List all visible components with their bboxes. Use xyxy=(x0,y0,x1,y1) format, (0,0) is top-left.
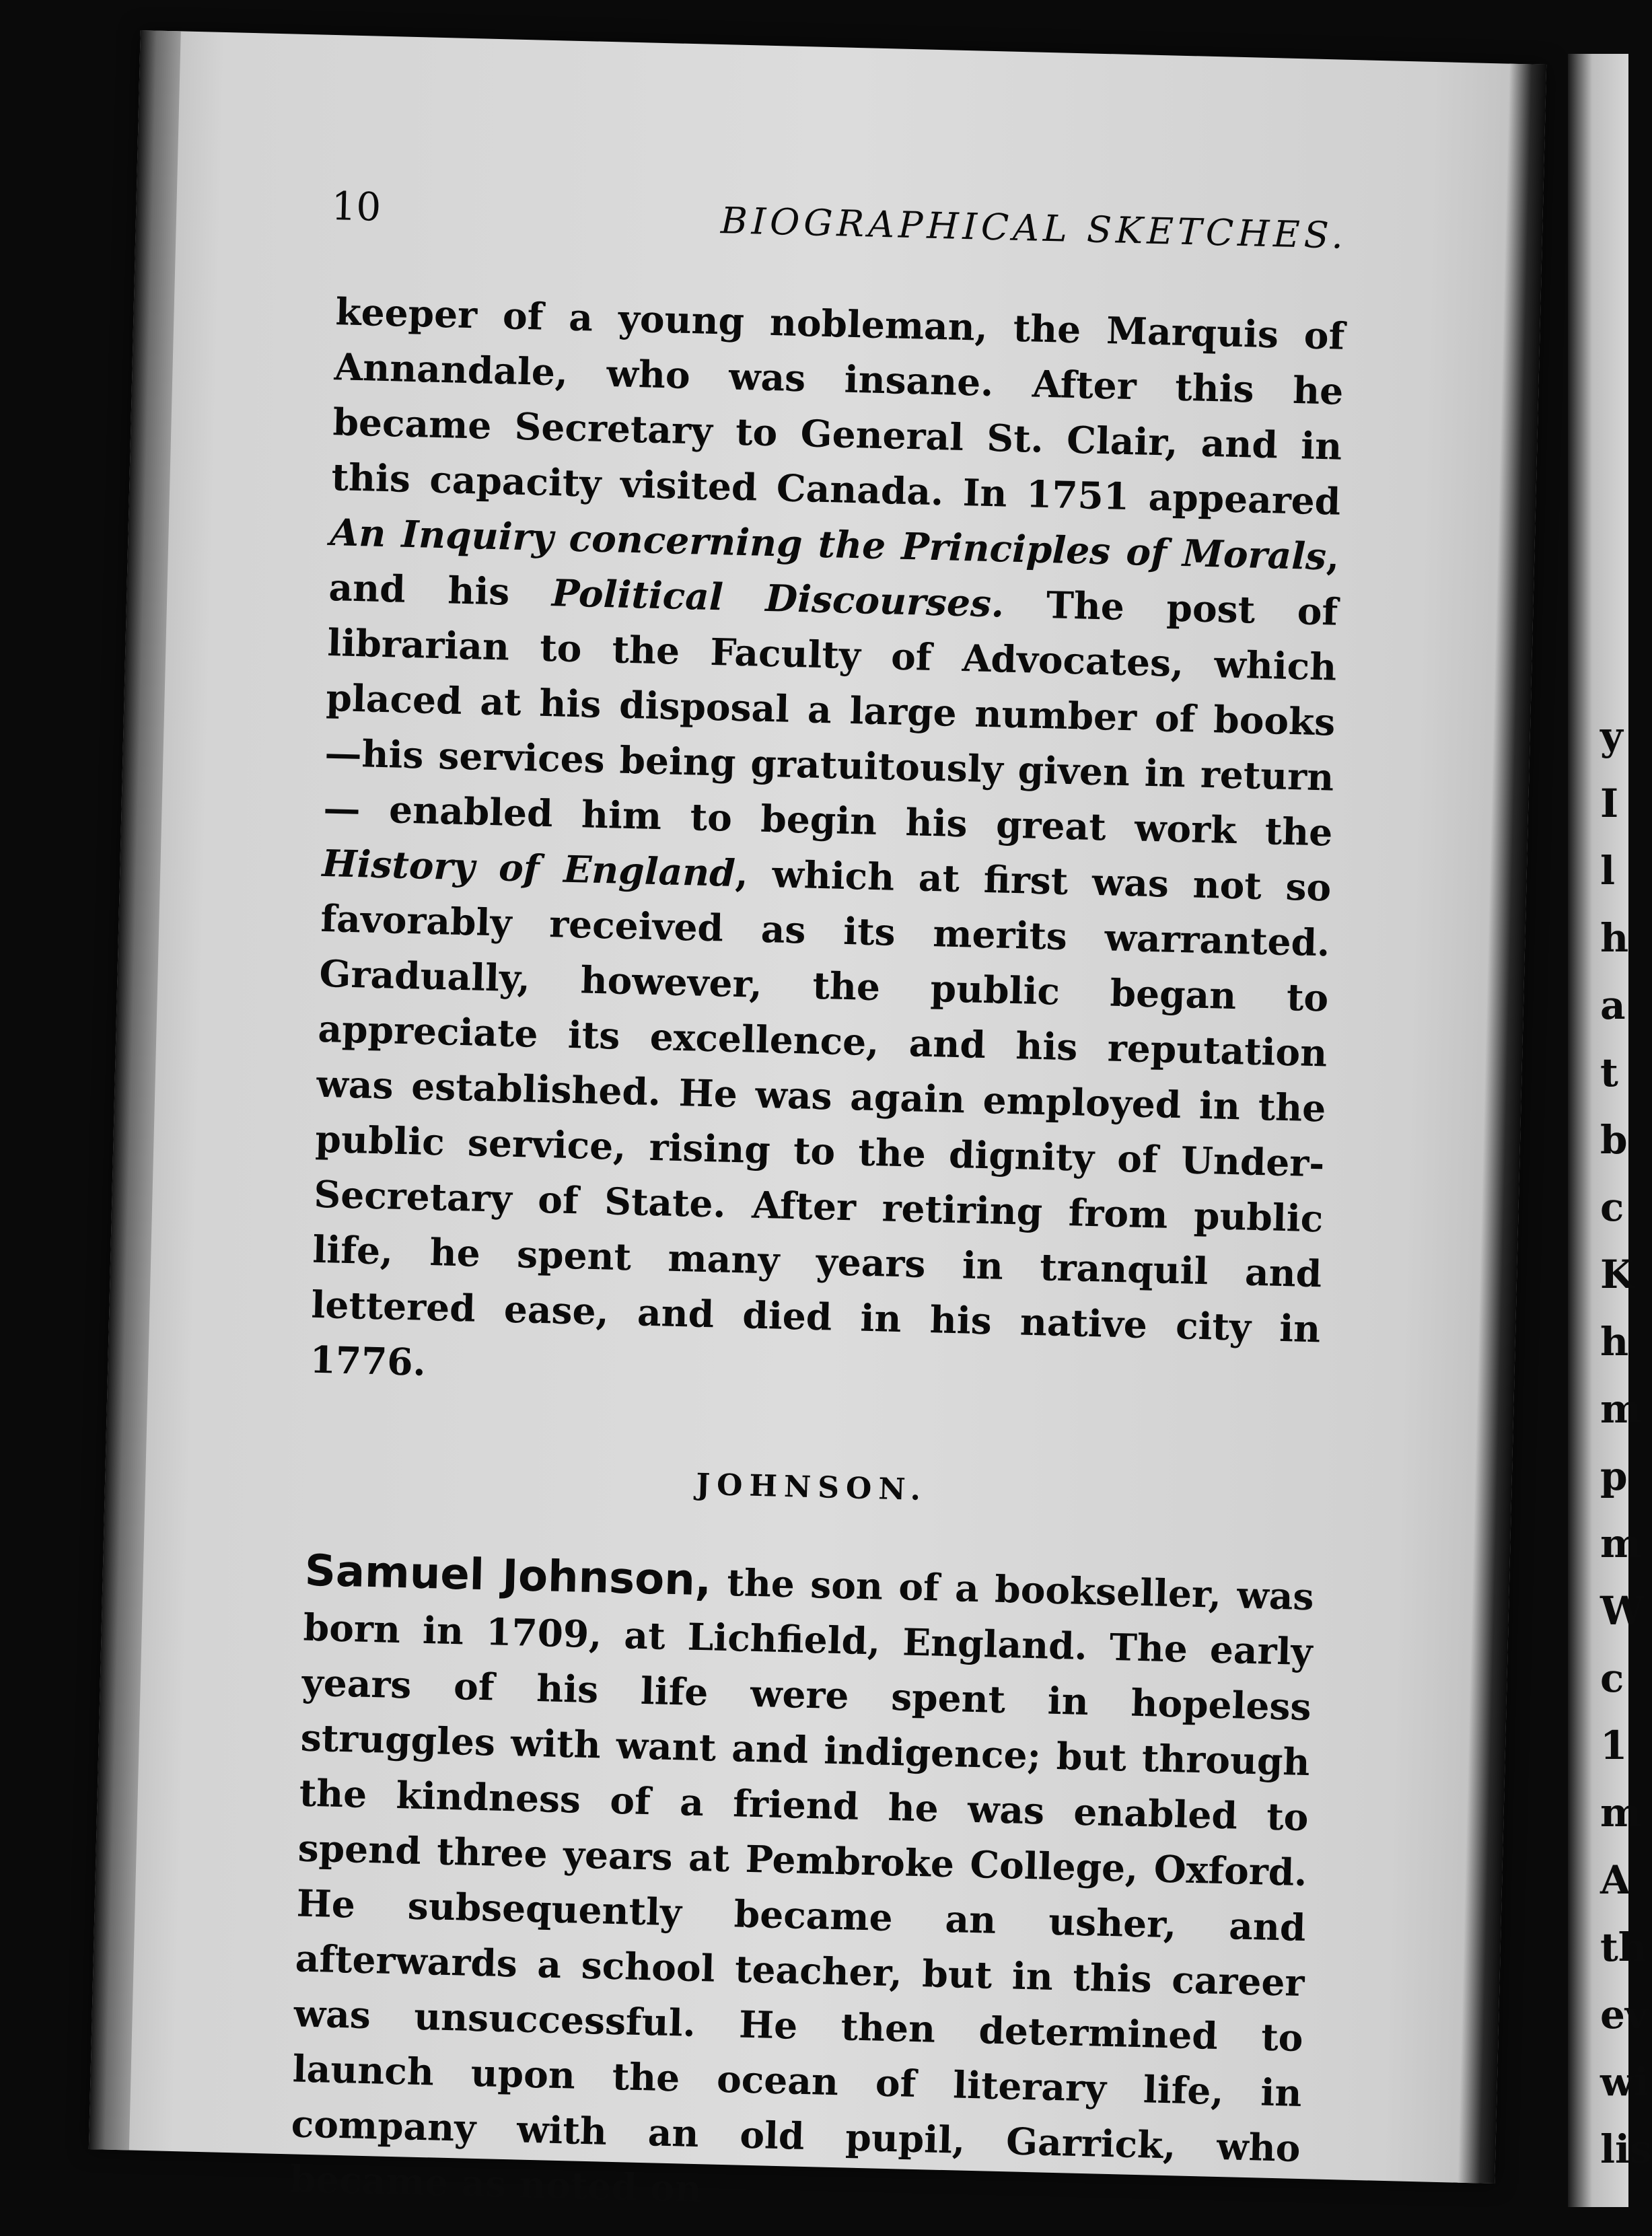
adjacent-page-fragment: h xyxy=(1600,915,1629,961)
adjacent-page-fragment: c xyxy=(1600,1655,1624,1701)
page-body xyxy=(289,284,1345,2231)
hume-text-4: , which at first was not so favorably received as its merits warranted. Gradually, however, the public began to appreciate its excellence, and his reputation was established. He was again employed in the public service, rising to the dignity of Under-Secretary of State. After retiring from public life, he spent many years in tranquil and lettered ease, and died in his native city in 1776. xyxy=(309,851,1332,1384)
johnson-paragraph xyxy=(289,1544,1315,2231)
adjacent-page-fragment: m xyxy=(1600,1521,1642,1566)
adjacent-page-fragment: I xyxy=(1600,781,1619,826)
adjacent-page-fragment: ev xyxy=(1600,1992,1648,2037)
book-title-political-discourses: Political Discourses. xyxy=(551,571,1005,626)
page-gutter xyxy=(1458,64,1546,2184)
section-title-johnson: JOHNSON. xyxy=(695,1467,928,1508)
running-head: BIOGRAPHICAL SKETCHES. xyxy=(720,199,1348,257)
hume-text-3: The post of librarian to the Faculty of Advocates, which placed at his disposal a large number of books —his services being gratuitously given in return— enabled him to begin his great work the xyxy=(322,581,1338,855)
adjacent-page-fragment: wi xyxy=(1600,2059,1649,2105)
johnson-text: the son of a bookseller, was born in 1709, at Lichfield, England. The early years of his life were spent in hopeless struggles with want and indigence; but through the kindness of a friend he was enabled to spend three years at Pembroke College, Oxford. He subsequently became an usher, and afterwards a school teacher, but in this career was unsuccessful. He then determined to launch upon the ocean of literary life, in company with an old pupil, Garrick, who became as noted on xyxy=(289,1560,1315,2211)
adjacent-page-fragment: th xyxy=(1600,1924,1647,1970)
hume-text-2: , and his xyxy=(328,534,1340,615)
adjacent-page-fragment: W xyxy=(1600,1588,1645,1634)
hume-text-1: keeper of a young nobleman, the Marquis of Annandale, who was insane. After this he became Secretary to General St. Clair, and in this capacity visited Canada. In 1751 appeared xyxy=(330,289,1346,524)
adjacent-page-fragment: m xyxy=(1600,1386,1642,1432)
adjacent-page-fragment: 1 xyxy=(1600,1723,1628,1768)
adjacent-page-fragment: l xyxy=(1600,848,1616,894)
book-page xyxy=(89,30,1546,2211)
adjacent-page-edge xyxy=(1568,54,1652,2207)
johnson-lead-name: Samuel Johnson, xyxy=(304,1546,712,1606)
adjacent-page-fragment: c xyxy=(1600,1184,1624,1230)
adjacent-page-fragment: p xyxy=(1600,1453,1628,1499)
adjacent-page-fragment: t xyxy=(1600,1050,1618,1095)
page-number: 10 xyxy=(330,182,382,230)
page-spine-edge xyxy=(89,30,181,2151)
page-header xyxy=(330,176,1348,262)
hume-paragraph xyxy=(310,284,1346,1412)
book-title-inquiry: An Inquiry concerning the Principles of Morals xyxy=(329,510,1327,579)
adjacent-page-fragment: b xyxy=(1600,1117,1628,1163)
adjacent-page-fragment: m xyxy=(1600,1790,1642,1836)
adjacent-page-fragment: a xyxy=(1600,982,1626,1028)
adjacent-page-fragment: K xyxy=(1600,1252,1635,1297)
adjacent-page-fragment: lis xyxy=(1600,2126,1652,2172)
adjacent-page-fragment: A xyxy=(1600,1857,1631,1903)
book-title-history-of-england: History of England xyxy=(321,840,736,895)
adjacent-page-fragment: h xyxy=(1600,1319,1629,1365)
adjacent-page-fragment: y xyxy=(1600,713,1623,759)
